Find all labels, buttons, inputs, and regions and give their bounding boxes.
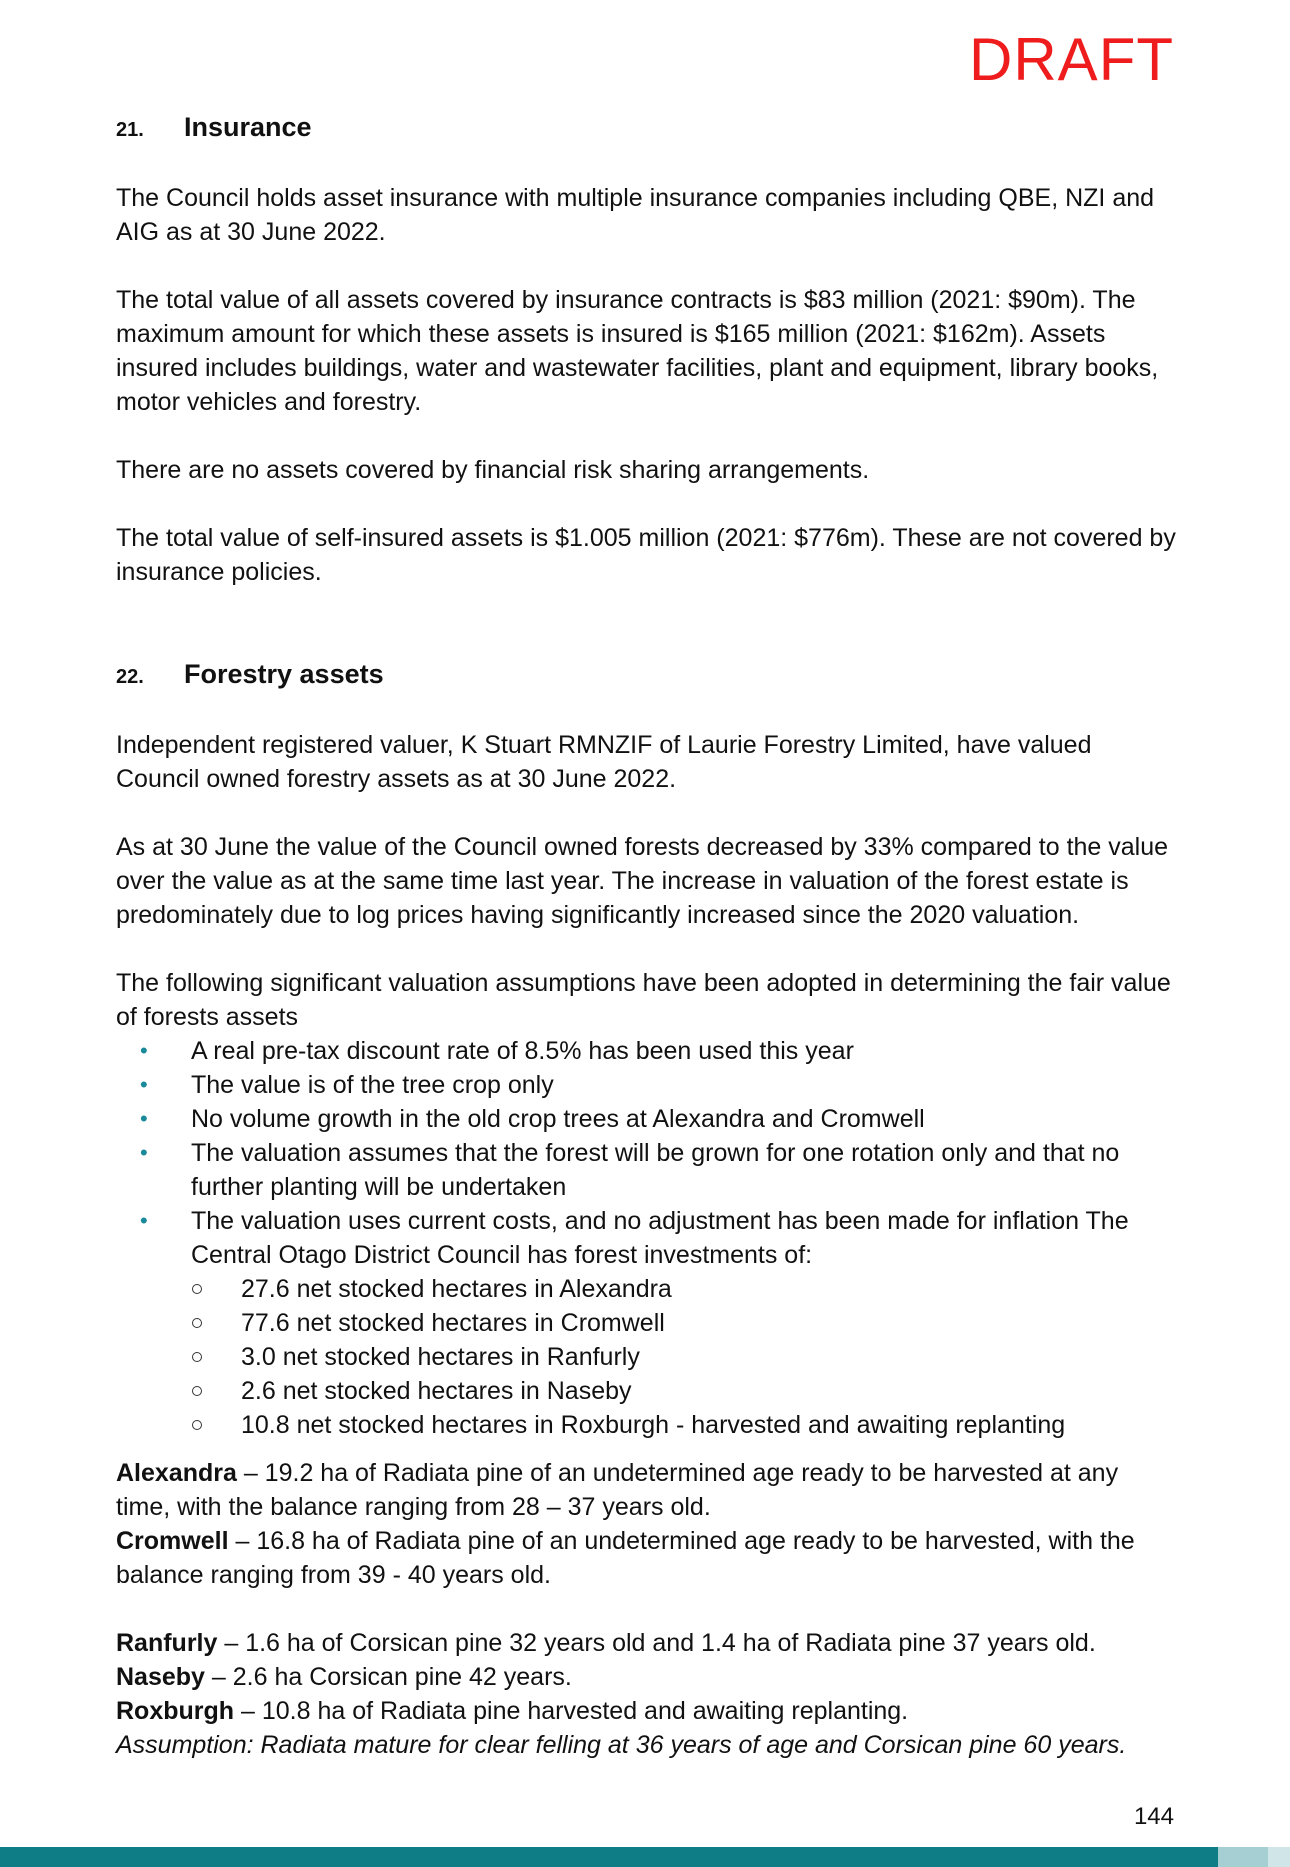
assumptions-list: [116, 1034, 1176, 1272]
insurance-paragraph: The Council holds asset insurance with multiple insurance companies including QBE, NZI and AIG as at 30 June 2022.: [116, 184, 1155, 246]
bullet-icon: •: [140, 1038, 148, 1063]
forestry-paragraph: Independent registered valuer, K Stuart RMNZIF of Laurie Forestry Limited, have valued Council owned forestry assets as at 30 June 2022.: [116, 731, 1092, 793]
location-detail: – 10.8 ha of Radiata pine harvested and awaiting replanting.: [234, 1697, 909, 1725]
list-item: [116, 1408, 1176, 1442]
draft-watermark: DRAFT: [969, 26, 1174, 93]
section-heading-insurance: [116, 110, 1176, 147]
location-alexandra: [116, 1456, 1176, 1524]
list-item: [116, 1102, 1176, 1136]
section-number: 22.: [116, 666, 144, 688]
list-item: [116, 1340, 1176, 1374]
circle-bullet-icon: [192, 1318, 202, 1328]
location-detail: – 19.2 ha of Radiata pine of an undetermined age ready to be harvested at any time, with the balance ranging from 28 – 37 years old.: [116, 1459, 1119, 1521]
section-title: Forestry assets: [184, 659, 384, 689]
list-item: [116, 1306, 1176, 1340]
insurance-paragraph: The total value of all assets covered by insurance contracts is $83 million (2021: $90m). The maximum amount for which these assets is insured is $165 million (2021: $162m). Assets insured includes buildings, water and wastewater facilities, plant and equipment, library books, motor vehicles and forestry.: [116, 286, 1159, 416]
bullet-icon: •: [140, 1106, 148, 1131]
section-number: 21.: [116, 119, 144, 141]
list-item-text: 2.6 net stocked hectares in Naseby: [241, 1377, 632, 1405]
document-body: [116, 110, 1176, 1762]
list-item-text: 27.6 net stocked hectares in Alexandra: [241, 1275, 672, 1303]
list-item: [116, 1374, 1176, 1408]
list-item-text: The value is of the tree crop only: [191, 1071, 554, 1099]
location-ranfurly: [116, 1626, 1176, 1660]
footer-bar-light: [1218, 1847, 1268, 1867]
location-name: Roxburgh: [116, 1697, 235, 1725]
footer-bar-teal: [0, 1847, 1218, 1867]
list-item-text: The valuation assumes that the forest will be grown for one rotation only and that no further planting will be undertaken: [191, 1139, 1120, 1201]
location-detail: – 16.8 ha of Radiata pine of an undetermined age ready to be harvested, with the balance ranging from 39 - 40 years old.: [116, 1527, 1135, 1589]
list-item: [116, 1272, 1176, 1306]
location-name: Naseby: [116, 1663, 205, 1691]
assumption-note: Assumption: Radiata mature for clear felling at 36 years of age and Corsican pine 60 years.: [116, 1731, 1127, 1759]
list-item-text: 77.6 net stocked hectares in Cromwell: [241, 1309, 665, 1337]
list-item: [116, 1034, 1176, 1068]
list-item: [116, 1204, 1176, 1272]
location-cromwell: [116, 1524, 1176, 1592]
bullet-icon: •: [140, 1140, 148, 1165]
circle-bullet-icon: [192, 1386, 202, 1396]
location-naseby: [116, 1660, 1176, 1694]
location-name: Ranfurly: [116, 1629, 218, 1657]
location-detail: – 1.6 ha of Corsican pine 32 years old and 1.4 ha of Radiata pine 37 years old.: [217, 1629, 1096, 1657]
location-detail: – 2.6 ha Corsican pine 42 years.: [204, 1663, 572, 1691]
forestry-paragraph: As at 30 June the value of the Council owned forests decreased by 33% compared to the value over the value as at the same time last year. The increase in valuation of the forest estate is predominately due to log prices having significantly increased since the 2020 valuation.: [116, 833, 1169, 929]
list-item-text: A real pre-tax discount rate of 8.5% has been used this year: [191, 1037, 854, 1065]
list-item-text: No volume growth in the old crop trees at Alexandra and Cromwell: [191, 1105, 925, 1133]
circle-bullet-icon: [192, 1352, 202, 1362]
location-name: Alexandra: [116, 1459, 237, 1487]
footer-bar-pale: [1268, 1847, 1290, 1867]
list-item: [116, 1068, 1176, 1102]
list-item: [116, 1136, 1176, 1204]
forest-investments-list: [116, 1272, 1176, 1442]
bullet-icon: •: [140, 1072, 148, 1097]
page-number: 144: [1133, 1803, 1174, 1830]
location-name: Cromwell: [116, 1527, 229, 1555]
insurance-paragraph: There are no assets covered by financial risk sharing arrangements.: [116, 456, 870, 484]
bullet-icon: •: [140, 1208, 148, 1233]
location-roxburgh: [116, 1694, 1176, 1728]
list-item-text: The valuation uses current costs, and no adjustment has been made for inflation The Central Otago District Council has forest investments of:: [191, 1207, 1129, 1269]
insurance-paragraph: The total value of self-insured assets is $1.005 million (2021: $776m). These are not covered by insurance policies.: [116, 524, 1176, 586]
section-title: Insurance: [184, 112, 312, 142]
circle-bullet-icon: [192, 1284, 202, 1294]
footer-bar: [0, 1847, 1290, 1867]
list-item-text: 10.8 net stocked hectares in Roxburgh - harvested and awaiting replanting: [241, 1411, 1066, 1439]
circle-bullet-icon: [192, 1420, 202, 1430]
list-item-text: 3.0 net stocked hectares in Ranfurly: [241, 1343, 640, 1371]
section-heading-forestry: [116, 657, 1176, 694]
forestry-paragraph: The following significant valuation assumptions have been adopted in determining the fair value of forests assets: [116, 969, 1171, 1031]
